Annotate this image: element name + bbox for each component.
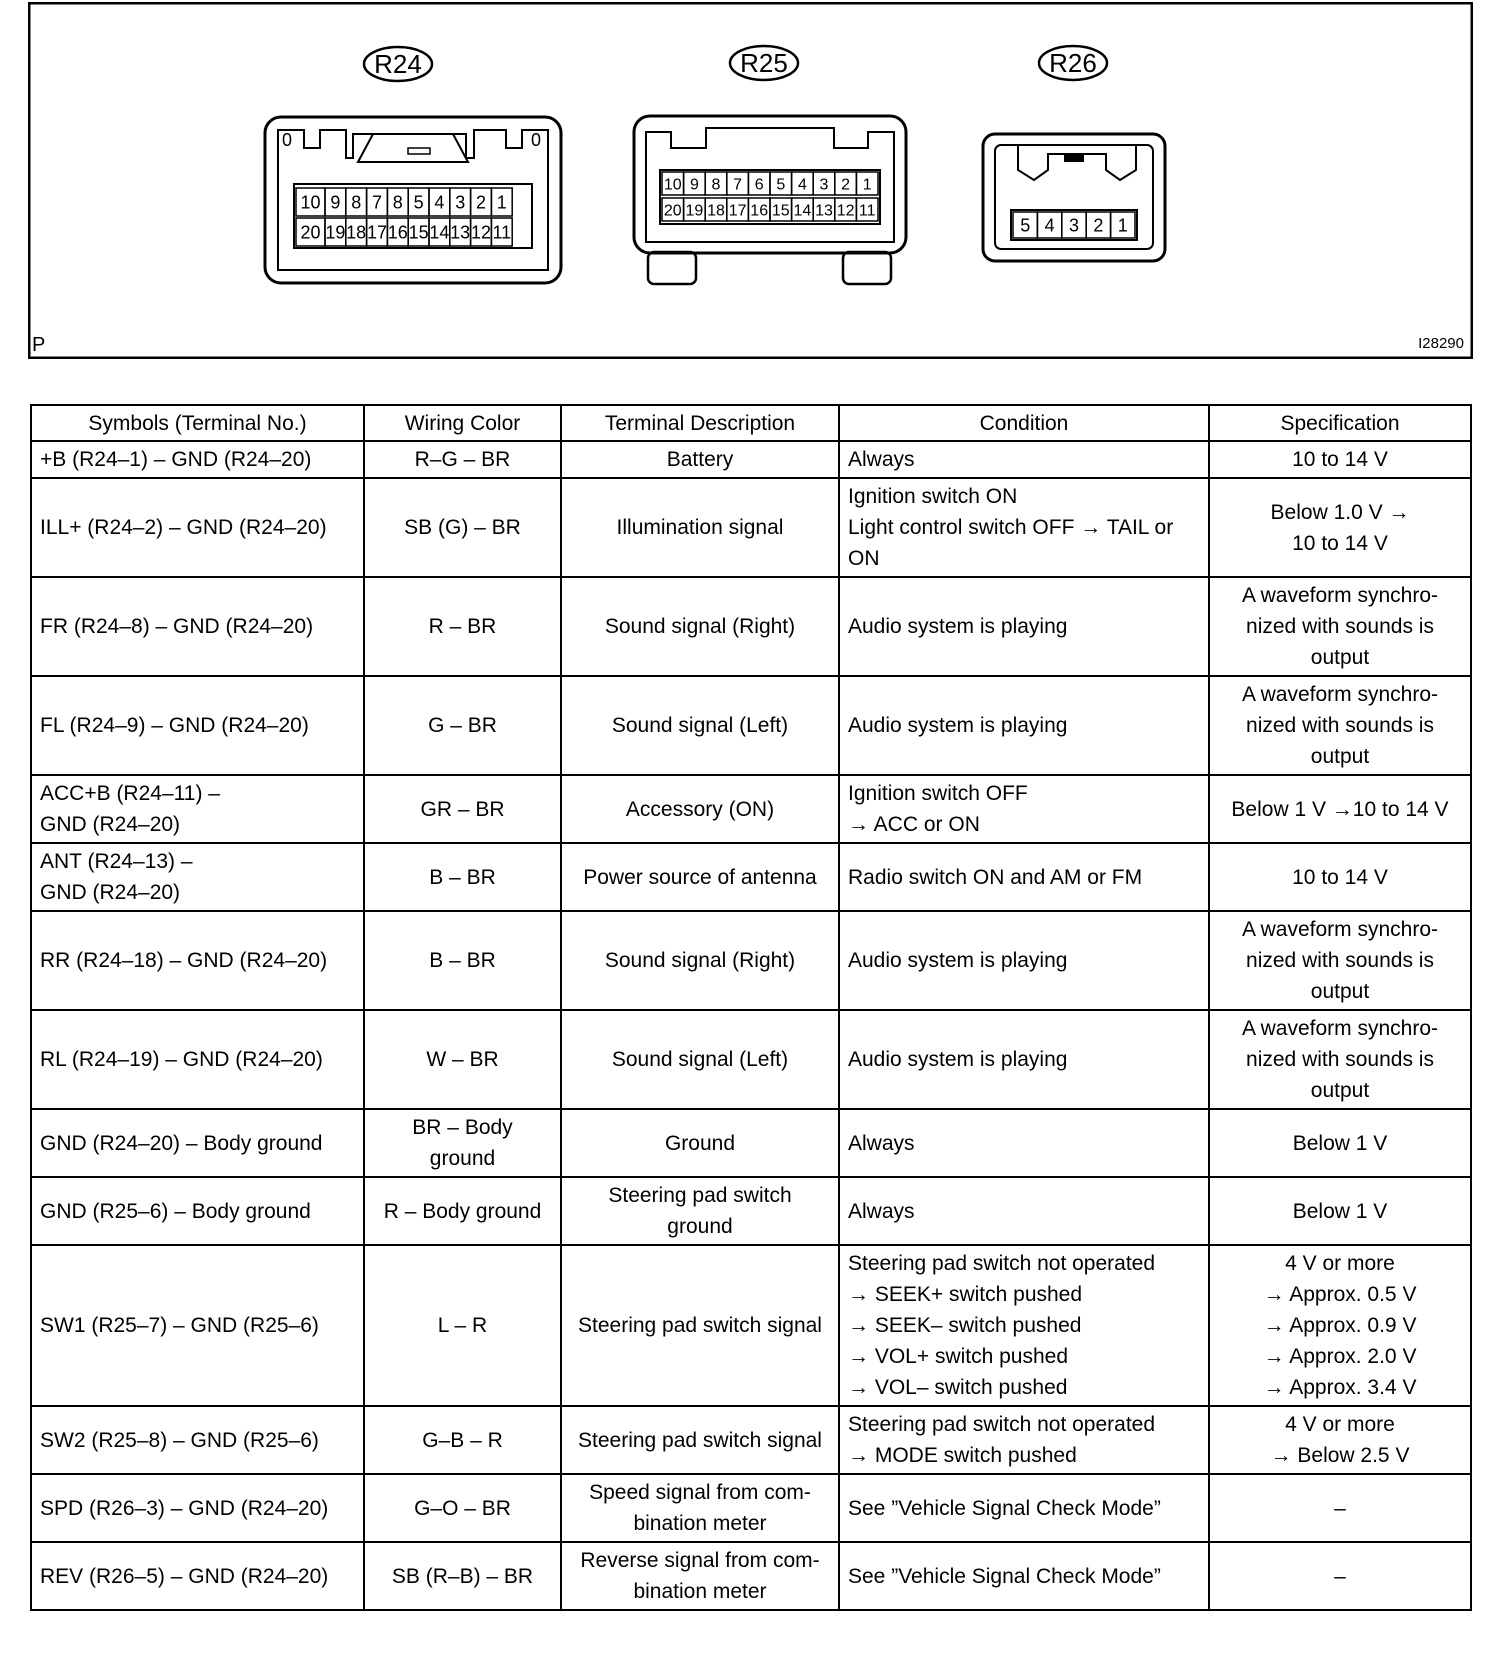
cell-text-line: → Approx. 2.0 V: [1263, 1345, 1417, 1368]
cell-text-line: nized with sounds is: [1246, 949, 1434, 972]
wiring-color-cell: [364, 1474, 561, 1542]
pin-number: 10: [300, 192, 321, 213]
pin-number: 3: [455, 192, 466, 213]
cell-text-line: output: [1310, 745, 1370, 768]
pin-number: 9: [330, 192, 341, 213]
condition-cell: [839, 676, 1209, 775]
table-row: [31, 441, 1471, 478]
pin-number: 1: [1117, 215, 1128, 236]
pin-number: 5: [1020, 215, 1031, 236]
connector-diagram: [28, 2, 1473, 359]
pin-number: 5: [413, 192, 424, 213]
pin-number: 3: [1068, 215, 1080, 236]
cell-text-line: G – BR: [428, 714, 497, 737]
cell-text-line: Battery: [666, 448, 734, 471]
condition-cell: [839, 478, 1209, 577]
cell-text-line: Reverse signal from com-: [580, 1549, 820, 1572]
cell-text-line: GND (R24–20): [40, 881, 181, 904]
table-header-cell: Condition: [839, 405, 1209, 441]
cell-text-line: bination meter: [633, 1512, 767, 1535]
wiring-color-cell: [364, 911, 561, 1010]
specification-cell: [1209, 1474, 1471, 1542]
specification-cell: [1209, 911, 1471, 1010]
symbol-cell: [31, 1109, 364, 1177]
cell-text-line: L – R: [437, 1314, 488, 1337]
cell-text-line: A waveform synchro-: [1241, 1017, 1439, 1040]
condition-cell: [839, 911, 1209, 1010]
cell-text-line: Steering pad switch signal: [578, 1428, 822, 1452]
table-row: [31, 1474, 1471, 1542]
cell-text-line: nized with sounds is: [1246, 714, 1434, 737]
terminal-description-cell: [561, 1109, 839, 1177]
cell-text-line: Ground: [664, 1131, 736, 1155]
pin-number: 19: [685, 202, 704, 220]
terminal-spec-table: [30, 404, 1472, 1611]
cell-text-line: GND (R25–6) – Body ground: [40, 1199, 311, 1223]
condition-cell: [839, 775, 1209, 843]
cell-text-line: Below 1 V →10 to 14 V: [1231, 797, 1449, 821]
pin-number: 7: [733, 176, 743, 194]
table-row: [31, 1010, 1471, 1109]
cell-text-line: Speed signal from com-: [589, 1481, 811, 1504]
cell-text-line: ground: [429, 1147, 496, 1170]
pin-number: 18: [707, 202, 725, 220]
wiring-color-cell: [364, 775, 561, 843]
specification-cell: [1209, 1245, 1471, 1406]
cell-text-line: output: [1310, 980, 1370, 1003]
wiring-color-cell: [364, 478, 561, 577]
cell-text-line: B – BR: [429, 949, 496, 972]
cell-text-line: ACC+B (R24–11) –: [40, 782, 220, 805]
symbol-cell: [31, 478, 364, 577]
pin-number: 15: [408, 222, 429, 243]
cell-text-line: → Approx. 3.4 V: [1263, 1376, 1417, 1399]
cell-text-line: 4 V or more: [1285, 1252, 1395, 1275]
cell-text-line: Sound signal (Right): [604, 949, 796, 972]
condition-cell: [839, 1542, 1209, 1610]
wiring-color-cell: [364, 1109, 561, 1177]
cell-text-line: RR (R24–18) – GND (R24–20): [40, 949, 328, 972]
pin-number: 12: [470, 222, 492, 243]
cell-text-line: FR (R24–8) – GND (R24–20): [40, 615, 314, 638]
cell-text-line: RL (R24–19) – GND (R24–20): [40, 1048, 323, 1071]
figure-id: I28290: [1418, 335, 1464, 352]
cell-text-line: 10 to 14 V: [1292, 865, 1388, 889]
specification-cell: [1209, 1109, 1471, 1177]
cell-text-line: See ”Vehicle Signal Check Mode”: [848, 1496, 1161, 1520]
cell-text-line: Always: [848, 448, 915, 471]
cell-text-line: Accessory (ON): [625, 797, 775, 821]
wiring-color-cell: [364, 1010, 561, 1109]
symbol-cell: [31, 1542, 364, 1610]
cell-text-line: FL (R24–9) – GND (R24–20): [40, 714, 309, 737]
cell-text-line: Steering pad switch signal: [578, 1314, 822, 1337]
cell-text-line: REV (R26–5) – GND (R24–20): [40, 1564, 329, 1588]
cell-text-line: Always: [848, 1131, 915, 1155]
specification-cell: [1209, 1542, 1471, 1610]
cell-text-line: Audio system is playing: [848, 615, 1068, 638]
cell-text-line: B – BR: [429, 865, 496, 889]
cell-text-line: BR – Body: [412, 1116, 513, 1139]
cell-text-line: → VOL+ switch pushed: [848, 1345, 1069, 1368]
cell-text-line: Ignition switch ON: [848, 485, 1018, 508]
table-row: [31, 775, 1471, 843]
specification-cell: [1209, 1010, 1471, 1109]
pin-number: 6: [754, 176, 764, 194]
terminal-description-cell: [561, 1245, 839, 1406]
specification-cell: [1209, 676, 1471, 775]
cell-text-line: Illumination signal: [616, 516, 784, 539]
connector-latch: [408, 148, 430, 154]
symbol-cell: [31, 1474, 364, 1542]
terminal-description-cell: [561, 478, 839, 577]
pin-number: 15: [771, 202, 790, 220]
pin-number: 11: [858, 202, 876, 220]
terminal-description-cell: [561, 676, 839, 775]
pin-number: 13: [450, 222, 471, 243]
symbol-cell: [31, 1406, 364, 1474]
cell-text-line: Power source of antenna: [583, 865, 817, 889]
cell-text-line: G–O – BR: [414, 1496, 511, 1520]
cell-text-line: output: [1310, 646, 1370, 669]
pin-mark-0: 0: [282, 130, 293, 150]
table-row: [31, 676, 1471, 775]
terminal-description-cell: [561, 1010, 839, 1109]
cell-text-line: Audio system is playing: [848, 714, 1068, 737]
pin-number: 1: [496, 192, 507, 213]
symbol-cell: [31, 775, 364, 843]
symbol-cell: [31, 1177, 364, 1245]
table-row: [31, 478, 1471, 577]
terminal-description-cell: [561, 577, 839, 676]
symbol-cell: [31, 1010, 364, 1109]
connector-label-r26: R26: [1049, 48, 1097, 78]
condition-cell: [839, 1245, 1209, 1406]
condition-cell: [839, 1474, 1209, 1542]
cell-text-line: bination meter: [633, 1580, 767, 1603]
symbol-cell: [31, 577, 364, 676]
table-row: [31, 843, 1471, 911]
cell-text-line: Audio system is playing: [848, 1048, 1068, 1071]
cell-text-line: SW2 (R25–8) – GND (R25–6): [40, 1428, 319, 1452]
pin-number: 2: [475, 192, 487, 213]
symbol-cell: [31, 911, 364, 1010]
cell-text-line: 10 to 14 V: [1292, 531, 1388, 555]
cell-text-line: → Approx. 0.5 V: [1263, 1283, 1417, 1306]
cell-text-line: nized with sounds is: [1246, 615, 1434, 638]
specification-cell: [1209, 775, 1471, 843]
pin-number: 20: [300, 222, 321, 243]
table-row: [31, 577, 1471, 676]
condition-cell: [839, 441, 1209, 478]
cell-text-line: Sound signal (Left): [611, 714, 789, 737]
symbol-cell: [31, 441, 364, 478]
cell-text-line: A waveform synchro-: [1241, 683, 1439, 706]
cell-text-line: SB (R–B) – BR: [391, 1564, 534, 1588]
table-row: [31, 1177, 1471, 1245]
cell-text-line: ON: [848, 547, 880, 570]
specification-cell: [1209, 843, 1471, 911]
connector-label-r25: R25: [740, 48, 788, 78]
terminal-description-cell: [561, 1406, 839, 1474]
terminal-description-cell: [561, 441, 839, 478]
pin-number: 3: [819, 176, 829, 194]
cell-text-line: ILL+ (R24–2) – GND (R24–20): [40, 516, 327, 539]
pin-number: 4: [797, 176, 807, 194]
cell-text-line: See ”Vehicle Signal Check Mode”: [848, 1564, 1161, 1588]
terminal-description-cell: [561, 843, 839, 911]
cell-text-line: Sound signal (Right): [604, 615, 796, 638]
pin-mark-0: 0: [531, 130, 542, 150]
table-header-cell: Terminal Description: [561, 405, 839, 441]
cell-text-line: SPD (R26–3) – GND (R24–20): [40, 1496, 329, 1520]
cell-text-line: GND (R24–20) – Body ground: [40, 1131, 323, 1155]
cell-text-line: R–G – BR: [414, 448, 511, 471]
cell-text-line: –: [1334, 1496, 1346, 1520]
connector-label-r24: R24: [374, 49, 422, 79]
cell-text-line: GND (R24–20): [40, 813, 181, 836]
condition-cell: [839, 843, 1209, 911]
table-header-cell: Wiring Color: [364, 405, 561, 441]
cell-text-line: ground: [667, 1215, 733, 1238]
pin-number: 4: [434, 192, 445, 213]
condition-cell: [839, 1177, 1209, 1245]
cell-text-line: Below 1 V: [1292, 1199, 1388, 1223]
condition-cell: [839, 1109, 1209, 1177]
cell-text-line: R – BR: [428, 615, 497, 638]
cell-text-line: → MODE switch pushed: [848, 1444, 1077, 1467]
terminal-description-cell: [561, 775, 839, 843]
cell-text-line: → Below 2.5 V: [1270, 1444, 1410, 1467]
pin-number: 5: [776, 176, 786, 194]
wiring-color-cell: [364, 843, 561, 911]
cell-text-line: Below 1.0 V →: [1270, 500, 1410, 524]
terminal-description-cell: [561, 911, 839, 1010]
cell-text-line: Ignition switch OFF: [848, 782, 1028, 805]
pin-number: 8: [711, 176, 721, 194]
pin-number: 17: [366, 222, 388, 243]
cell-text-line: → SEEK+ switch pushed: [848, 1283, 1083, 1306]
pin-number: 2: [1093, 215, 1104, 236]
cell-text-line: A waveform synchro-: [1241, 918, 1439, 941]
wiring-color-cell: [364, 1406, 561, 1474]
corner-label: P: [32, 334, 46, 356]
terminal-description-cell: [561, 1474, 839, 1542]
table-header-cell: Symbols (Terminal No.): [31, 405, 364, 441]
wiring-color-cell: [364, 1177, 561, 1245]
table-header-cell: Specification: [1209, 405, 1471, 441]
wiring-color-cell: [364, 577, 561, 676]
specification-cell: [1209, 441, 1471, 478]
pin-number: 12: [836, 202, 855, 220]
cell-text-line: output: [1310, 1079, 1370, 1102]
table-row: [31, 911, 1471, 1010]
table-row: [31, 1542, 1471, 1610]
cell-text-line: 4 V or more: [1285, 1413, 1395, 1436]
cell-text-line: → SEEK– switch pushed: [848, 1314, 1082, 1337]
pin-number: 18: [346, 222, 367, 243]
pin-number: 16: [750, 202, 769, 220]
cell-text-line: Audio system is playing: [848, 949, 1068, 972]
cell-text-line: G–B – R: [422, 1428, 503, 1452]
condition-cell: [839, 1406, 1209, 1474]
wiring-color-cell: [364, 441, 561, 478]
cell-text-line: → VOL– switch pushed: [848, 1376, 1068, 1399]
terminal-description-cell: [561, 1177, 839, 1245]
cell-text-line: A waveform synchro-: [1241, 584, 1439, 607]
table-row: [31, 1109, 1471, 1177]
pin-number: 17: [728, 202, 747, 220]
specification-cell: [1209, 478, 1471, 577]
pin-number: 11: [492, 222, 512, 243]
pin-number: 4: [1044, 215, 1055, 236]
cell-text-line: Steering pad switch: [608, 1184, 792, 1207]
specification-cell: [1209, 577, 1471, 676]
cell-text-line: Steering pad switch not operated: [848, 1252, 1156, 1275]
pin-number: 13: [815, 202, 833, 220]
terminal-description-cell: [561, 1542, 839, 1610]
symbol-cell: [31, 676, 364, 775]
pin-number: 14: [793, 202, 812, 220]
table-row: [31, 1245, 1471, 1406]
cell-text-line: Light control switch OFF → TAIL or: [848, 516, 1174, 539]
cell-text-line: ANT (R24–13) –: [40, 850, 193, 873]
cell-text-line: R – Body ground: [383, 1199, 542, 1223]
cell-text-line: –: [1334, 1564, 1346, 1588]
cell-text-line: → ACC or ON: [848, 813, 980, 836]
cell-text-line: Sound signal (Left): [611, 1048, 789, 1071]
cell-text-line: 10 to 14 V: [1292, 448, 1388, 471]
pin-number: 8: [392, 192, 403, 213]
cell-text-line: +B (R24–1) – GND (R24–20): [40, 448, 312, 471]
cell-text-line: Always: [848, 1199, 915, 1223]
wiring-color-cell: [364, 1245, 561, 1406]
pin-number: 9: [689, 176, 699, 194]
pin-number: 10: [663, 176, 682, 194]
cell-text-line: SW1 (R25–7) – GND (R25–6): [40, 1314, 319, 1337]
symbol-cell: [31, 1245, 364, 1406]
cell-text-line: Below 1 V: [1292, 1131, 1388, 1155]
cell-text-line: Steering pad switch not operated: [848, 1413, 1156, 1436]
wiring-color-cell: [364, 676, 561, 775]
wiring-color-cell: [364, 1542, 561, 1610]
pin-number: 8: [351, 192, 362, 213]
pin-number: 20: [663, 202, 682, 220]
pin-number: 14: [429, 222, 450, 243]
cell-text-line: Radio switch ON and AM or FM: [848, 865, 1143, 889]
connector-latch: [1064, 155, 1084, 162]
table-row: [31, 1406, 1471, 1474]
cell-text-line: W – BR: [426, 1048, 499, 1071]
pin-number: 2: [841, 176, 851, 194]
condition-cell: [839, 577, 1209, 676]
cell-text-line: SB (G) – BR: [404, 516, 521, 539]
cell-text-line: nized with sounds is: [1246, 1048, 1434, 1071]
specification-cell: [1209, 1406, 1471, 1474]
pin-number: 16: [387, 222, 408, 243]
cell-text-line: GR – BR: [420, 797, 505, 821]
cell-text-line: → Approx. 0.9 V: [1263, 1314, 1417, 1337]
pin-number: 19: [325, 222, 346, 243]
pin-number: 7: [371, 192, 383, 213]
pin-number: 1: [862, 176, 872, 194]
condition-cell: [839, 1010, 1209, 1109]
table-header-row: [31, 405, 1471, 441]
specification-cell: [1209, 1177, 1471, 1245]
symbol-cell: [31, 843, 364, 911]
